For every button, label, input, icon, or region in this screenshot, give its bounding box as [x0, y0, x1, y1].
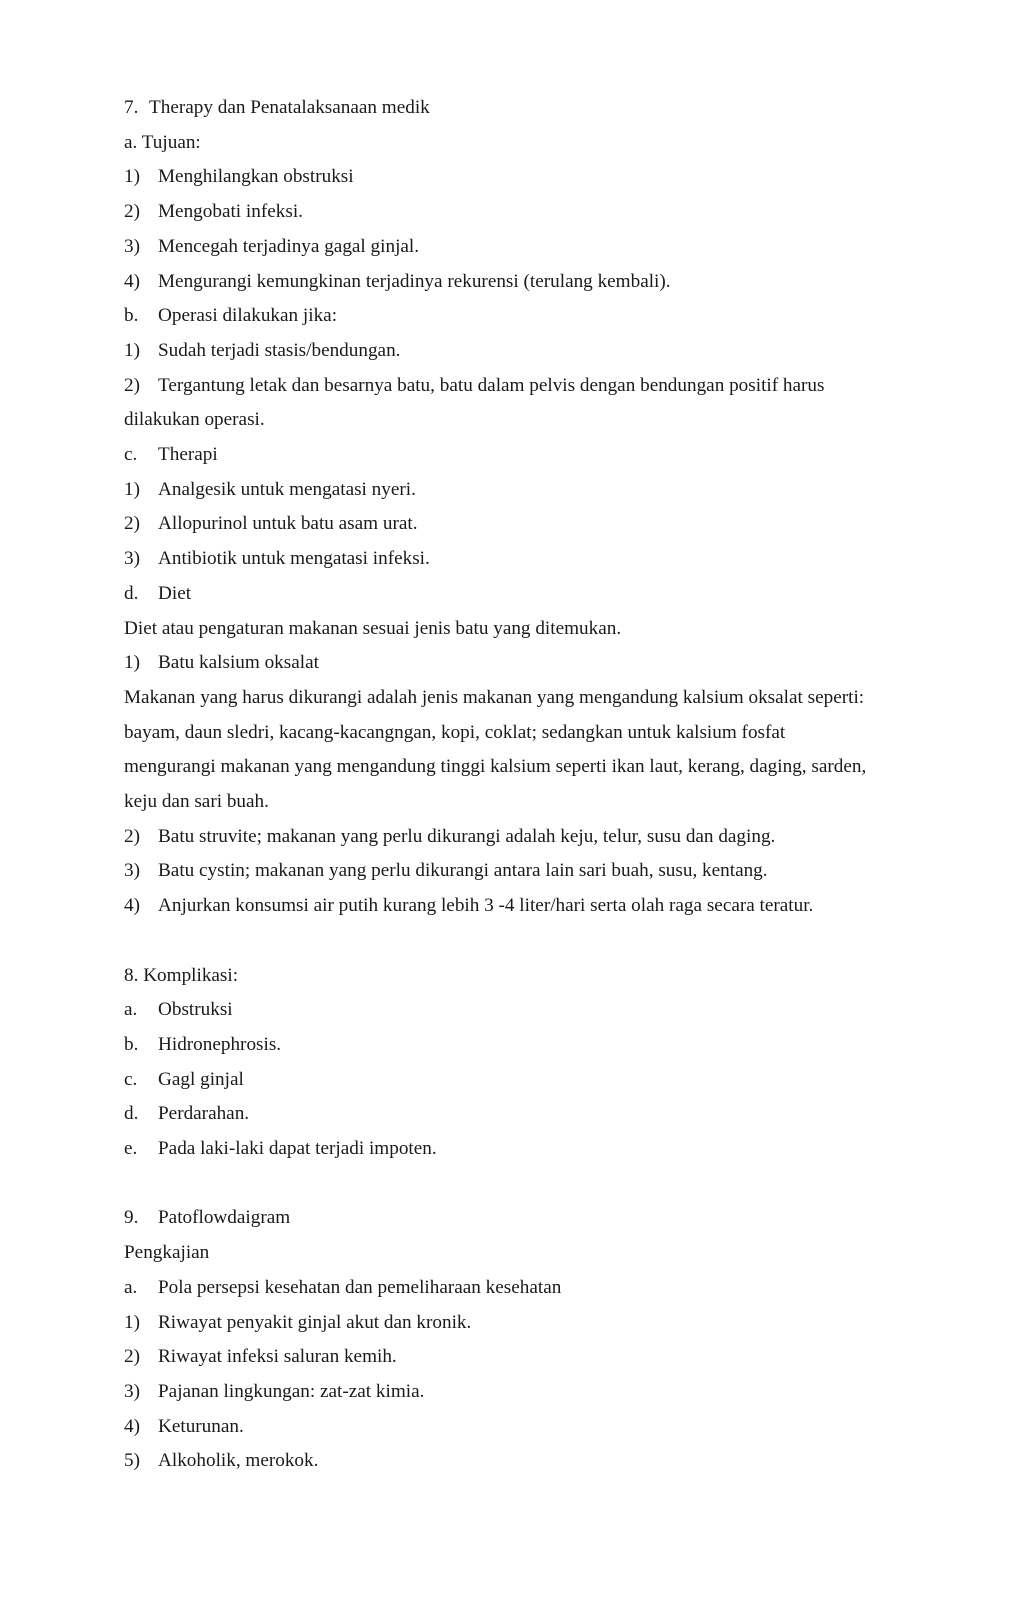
text-line — [124, 374, 824, 398]
list-marker: 2) — [124, 374, 140, 396]
text-line — [124, 1137, 437, 1161]
line-text: Diet — [158, 582, 192, 604]
line-text: Analgesik untuk mengatasi nyeri. — [158, 478, 416, 500]
text-line — [124, 443, 218, 467]
text-line — [124, 964, 238, 988]
list-marker: b. — [124, 1033, 139, 1055]
text-line — [124, 1345, 397, 1369]
list-marker: 3) — [124, 860, 140, 882]
list-marker: 4) — [124, 270, 140, 292]
list-marker: 2) — [124, 825, 140, 847]
text-line — [124, 96, 430, 120]
list-marker: 1) — [124, 652, 140, 674]
list-marker: 4) — [124, 1415, 140, 1437]
text-line — [124, 582, 191, 606]
line-text: Riwayat infeksi saluran kemih. — [158, 1346, 397, 1368]
text-line — [124, 1311, 471, 1335]
text-line — [124, 1033, 281, 1057]
line-text: mengurangi makanan yang mengandung tinggi kalsium seperti ikan laut, kerang, daging, sarden, — [124, 756, 867, 778]
list-marker: e. — [124, 1138, 138, 1159]
line-text: Therapi — [158, 444, 218, 465]
text-line — [124, 651, 319, 675]
list-marker: 3) — [124, 548, 140, 570]
line-text: Tergantung letak dan besarnya batu, batu dalam pelvis dengan bendungan positif harus — [158, 374, 825, 396]
list-marker: 1) — [124, 1311, 140, 1333]
line-text: Pola persepsi kesehatan dan pemeliharaan kesehatan — [158, 1276, 562, 1298]
list-marker: 1) — [124, 339, 140, 361]
line-text: bayam, daun sledri, kacang-kacangngan, kopi, coklat; sedangkan untuk kalsium fosfat — [124, 721, 786, 743]
list-marker: 5) — [124, 1450, 140, 1472]
list-marker: d. — [124, 582, 139, 604]
list-marker: c. — [124, 1068, 138, 1090]
text-line — [124, 235, 419, 259]
line-text: Pengkajian — [124, 1242, 210, 1264]
text-line — [124, 998, 233, 1022]
text-line — [124, 131, 201, 155]
line-text: Mengobati infeksi. — [158, 201, 303, 223]
line-text: Pada laki-laki dapat terjadi impoten. — [158, 1138, 437, 1159]
list-marker: 3) — [124, 1380, 140, 1402]
line-text: Menghilangkan obstruksi — [158, 166, 354, 188]
line-text: Batu kalsium oksalat — [158, 652, 319, 674]
line-text: Makanan yang harus dikurangi adalah jenis makanan yang mengandung kalsium oksalat seperti: — [124, 686, 865, 708]
line-text: Operasi dilakukan jika: — [158, 305, 338, 327]
list-marker: 1) — [124, 478, 140, 500]
line-text: Batu struvite; makanan yang perlu dikurangi adalah keju, telur, susu dan daging. — [158, 825, 776, 847]
line-text: Alkoholik, merokok. — [158, 1450, 319, 1472]
text-line — [124, 755, 866, 779]
text-line — [124, 686, 864, 710]
text-line — [124, 1380, 424, 1404]
text-line — [124, 1068, 244, 1092]
line-text: dilakukan operasi. — [124, 409, 265, 431]
text-line — [124, 512, 418, 536]
line-text: a. Tujuan: — [124, 131, 201, 153]
line-text: Obstruksi — [158, 999, 233, 1021]
text-line — [124, 304, 337, 328]
line-text: Sudah terjadi stasis/bendungan. — [158, 339, 401, 361]
line-text: Diet atau pengaturan makanan sesuai jenis batu yang ditemukan. — [124, 617, 622, 639]
list-marker: 2) — [124, 1346, 140, 1368]
line-text: Hidronephrosis. — [158, 1033, 282, 1055]
text-line — [124, 478, 416, 502]
text-line — [124, 1415, 244, 1439]
line-text: Antibiotik untuk mengatasi infeksi. — [158, 548, 430, 570]
text-line — [124, 825, 775, 849]
line-text: 8. Komplikasi: — [124, 964, 239, 986]
list-marker: 9. — [124, 1207, 139, 1229]
list-marker: a. — [124, 999, 138, 1021]
list-marker: d. — [124, 1103, 139, 1125]
list-marker: 2) — [124, 201, 140, 223]
line-text: Patoflowdaigram — [158, 1207, 291, 1229]
list-marker: 2) — [124, 513, 140, 535]
text-line — [124, 790, 269, 814]
line-text: Gagl ginjal — [158, 1068, 244, 1090]
list-marker: 4) — [124, 895, 140, 917]
list-marker: b. — [124, 305, 139, 327]
text-line — [124, 859, 768, 883]
text-line — [124, 1276, 561, 1300]
line-text: keju dan sari buah. — [124, 791, 269, 812]
list-marker: 3) — [124, 235, 140, 257]
list-marker: c. — [124, 444, 138, 465]
line-text: Therapy dan Penatalaksanaan medik — [149, 97, 430, 118]
line-text: Pajanan lingkungan: zat-zat kimia. — [158, 1380, 425, 1402]
line-text: Mencegah terjadinya gagal ginjal. — [158, 235, 420, 257]
text-line — [124, 270, 671, 294]
line-text: Keturunan. — [158, 1415, 244, 1437]
list-marker: 1) — [124, 166, 140, 188]
text-line — [124, 547, 430, 571]
text-line — [124, 1206, 290, 1230]
text-line — [124, 894, 813, 918]
line-text: Batu cystin; makanan yang perlu dikurangi antara lain sari buah, susu, kentang. — [158, 860, 768, 882]
text-line — [124, 1241, 209, 1265]
text-line — [124, 617, 621, 641]
line-text: Riwayat penyakit ginjal akut dan kronik. — [158, 1311, 472, 1333]
text-line — [124, 408, 265, 432]
text-line — [124, 721, 785, 745]
list-marker: a. — [124, 1276, 138, 1298]
text-line — [124, 1102, 249, 1126]
text-line — [124, 339, 400, 363]
list-marker: 7. — [124, 97, 139, 118]
line-text: Anjurkan konsumsi air putih kurang lebih 3 -4 liter/hari serta olah raga secara teratur. — [158, 895, 814, 917]
line-text: Perdarahan. — [158, 1103, 250, 1125]
text-line — [124, 165, 354, 189]
text-line — [124, 200, 303, 224]
line-text: Mengurangi kemungkinan terjadinya rekurensi (terulang kembali). — [158, 270, 671, 292]
line-text: Allopurinol untuk batu asam urat. — [158, 513, 418, 535]
text-line — [124, 1449, 318, 1473]
